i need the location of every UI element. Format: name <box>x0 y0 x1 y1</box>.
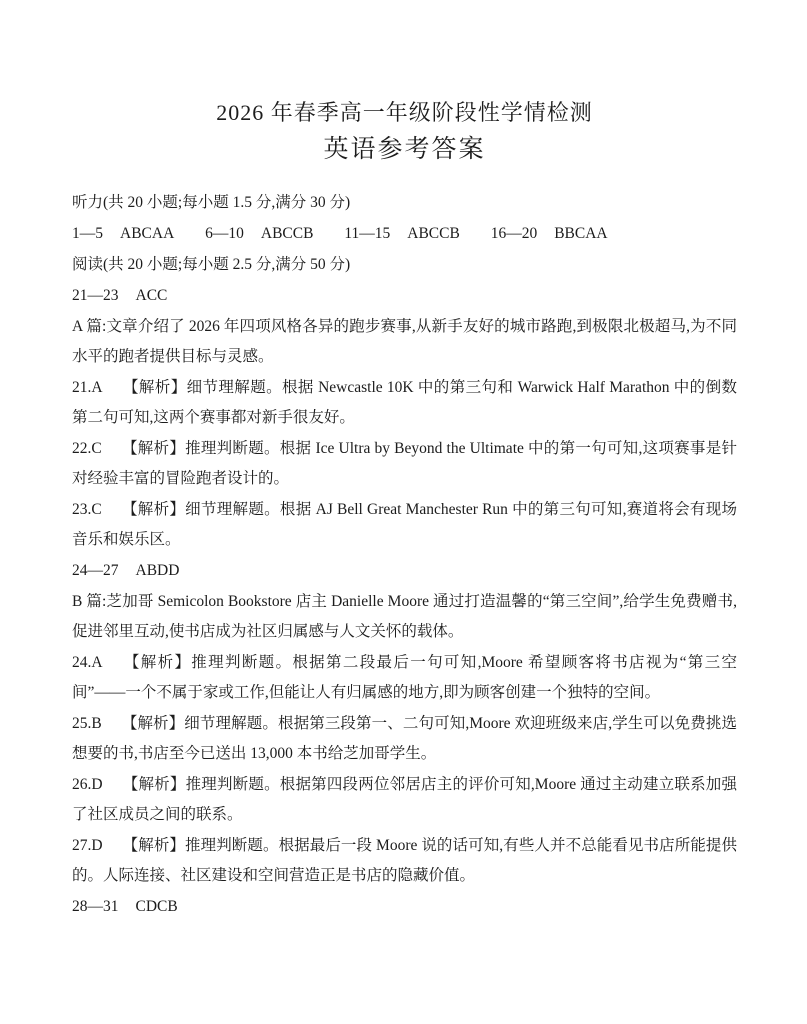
analysis-tag: 【解析】 <box>122 776 186 793</box>
answer-letters: ABCCB <box>407 225 460 242</box>
answer-range: 6—10 <box>205 225 244 242</box>
explanation-item-23 <box>72 495 737 555</box>
answer-letters: BBCAA <box>554 225 608 242</box>
reading-section-header: 阅读(共 20 小题;每小题 2.5 分,满分 50 分) <box>72 256 351 273</box>
explanation-text: 推理判断题。根据 Ice Ultra by Beyond the Ultimate 中的第一句可知,这项赛事是针对经验丰富的冒险跑者设计的。 <box>72 440 737 487</box>
passage-a-summary: A 篇:文章介绍了 2026 年四项风格各异的跑步赛事,从新手友好的城市路跑,到极限北极超马,为不同水平的跑者提供目标与灵感。 <box>72 318 737 365</box>
analysis-tag: 【解析】 <box>121 440 186 457</box>
listening-answer-group <box>205 225 313 242</box>
passage-b-summary: B 篇:芝加哥 Semicolon Bookstore 店主 Danielle Moore 通过打造温馨的“第三空间”,给学生免费赠书,促进邻里互动,使书店成为社区归属感与人文关怀的载体。 <box>72 593 737 640</box>
question-number: 23.C <box>72 501 102 518</box>
explanation-item-25 <box>72 709 737 769</box>
analysis-tag: 【解析】 <box>122 654 192 671</box>
listening-section-header: 听力(共 20 小题;每小题 1.5 分,满分 30 分) <box>72 194 351 211</box>
answer-letters: ACC <box>135 287 168 304</box>
explanation-item-22 <box>72 434 737 494</box>
explanation-item-21 <box>72 373 737 433</box>
answer-range: 1—5 <box>72 225 103 242</box>
passage-b-answer-key <box>72 556 737 586</box>
explanation-text: 推理判断题。根据第四段两位邻居店主的评价可知,Moore 通过主动建立联系加强了社区成员之间的联系。 <box>72 776 737 823</box>
answer-range: 24—27 <box>72 562 119 579</box>
passage-c-answer-key <box>72 892 737 922</box>
question-number: 24.A <box>72 654 103 671</box>
answer-letters: ABDD <box>135 562 180 579</box>
document-title: 2026 年春季高一年级阶段性学情检测 <box>216 100 593 125</box>
explanation-text: 细节理解题。根据 Newcastle 10K 中的第三句和 Warwick Half Marathon 中的倒数第二句可知,这两个赛事都对新手很友好。 <box>72 379 737 426</box>
answer-letters: CDCB <box>135 898 178 915</box>
explanation-item-26 <box>72 770 737 830</box>
answer-range: 11—15 <box>344 225 391 242</box>
analysis-tag: 【解析】 <box>122 837 186 854</box>
analysis-tag: 【解析】 <box>121 715 185 732</box>
listening-answer-row <box>72 219 737 249</box>
explanation-item-27 <box>72 831 737 891</box>
answer-letters: ABCAA <box>120 225 175 242</box>
question-number: 22.C <box>72 440 102 457</box>
listening-answer-group <box>72 225 174 242</box>
answer-range: 28—31 <box>72 898 119 915</box>
question-number: 25.B <box>72 715 102 732</box>
question-number: 21.A <box>72 379 103 396</box>
explanation-item-24 <box>72 648 737 708</box>
question-number: 27.D <box>72 837 103 854</box>
passage-a-answer-key <box>72 281 737 311</box>
answer-range: 21—23 <box>72 287 119 304</box>
explanation-text: 推理判断题。根据最后一段 Moore 说的话可知,有些人并不总能看见书店所能提供的。人际连接、社区建设和空间营造正是书店的隐藏价值。 <box>72 837 737 884</box>
question-number: 26.D <box>72 776 103 793</box>
analysis-tag: 【解析】 <box>121 501 186 518</box>
explanation-text: 推理判断题。根据第二段最后一句可知,Moore 希望顾客将书店视为“第三空间”——一个不属于家或工作,但能让人有归属感的地方,即为顾客创建一个独特的空间。 <box>72 654 737 701</box>
explanation-text: 细节理解题。根据 AJ Bell Great Manchester Run 中的第三句可知,赛道将会有现场音乐和娱乐区。 <box>72 501 737 548</box>
answer-range: 16—20 <box>490 225 538 242</box>
explanation-text: 细节理解题。根据第三段第一、二句可知,Moore 欢迎班级来店,学生可以免费挑选想要的书,书店至今已送出 13,000 本书给芝加哥学生。 <box>72 715 737 762</box>
listening-answer-group <box>344 225 460 242</box>
analysis-tag: 【解析】 <box>122 379 187 396</box>
answer-letters: ABCCB <box>260 225 314 242</box>
listening-answer-group <box>491 225 608 242</box>
document-subtitle: 英语参考答案 <box>323 136 486 163</box>
